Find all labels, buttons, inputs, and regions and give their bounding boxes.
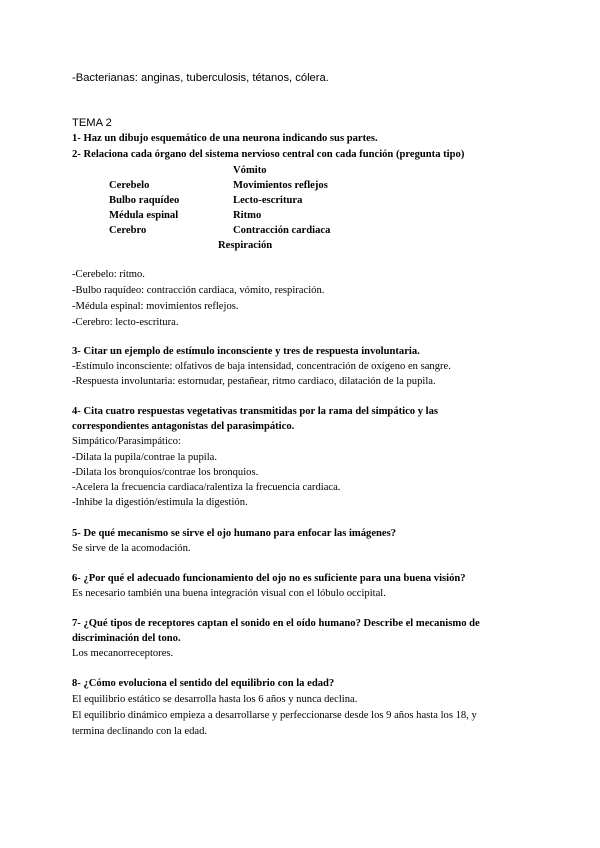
question-1: 1- Haz un dibujo esquemático de una neurona indicando sus partes. bbox=[72, 133, 378, 144]
match-organ: Cerebro bbox=[109, 225, 147, 236]
answer-3-line: -Estímulo inconsciente: olfativos de baja intensidad, concentración de oxígeno en sangre. bbox=[72, 361, 451, 372]
intro-line: -Bacterianas: anginas, tuberculosis, tétanos, cólera. bbox=[72, 72, 329, 84]
question-5: 5- De qué mecanismo se sirve el ojo humano para enfocar las imágenes? bbox=[72, 528, 397, 539]
match-organ: Cerebelo bbox=[109, 180, 150, 191]
answer-6: Es necesario también una buena integración visual con el lóbulo occipital. bbox=[72, 588, 386, 599]
answer-4-line: Simpático/Parasimpático: bbox=[72, 436, 181, 447]
section-title: TEMA 2 bbox=[72, 117, 112, 129]
answer-4-line: -Acelera la frecuencia cardiaca/ralentiza la frecuencia cardiaca. bbox=[72, 482, 341, 493]
answer-4-line: -Dilata los bronquios/contrae los bronquios. bbox=[72, 467, 259, 478]
match-organ: Médula espinal bbox=[109, 210, 179, 221]
question-8: 8- ¿Cómo evoluciona el sentido del equilibrio con la edad? bbox=[72, 678, 335, 689]
match-top-function: Vómito bbox=[233, 165, 267, 176]
answer-4-line: -Dilata la pupila/contrae la pupila. bbox=[72, 452, 218, 463]
answer-4-line: -Inhibe la digestión/estimula la digestión. bbox=[72, 497, 248, 508]
question-3: 3- Citar un ejemplo de estímulo inconsciente y tres de respuesta involuntaria. bbox=[72, 346, 420, 357]
question-4-line: correspondientes antagonistas del parasimpático. bbox=[72, 421, 295, 432]
answer-8-line: termina declinando con la edad. bbox=[72, 726, 208, 737]
answer-2-line: -Cerebelo: ritmo. bbox=[72, 269, 145, 280]
answer-3-line: -Respuesta involuntaria: estornudar, pestañear, ritmo cardiaco, dilatación de la pupila. bbox=[72, 376, 436, 387]
match-bottom-function: Respiración bbox=[218, 240, 273, 251]
answer-8-line: El equilibrio dinámico empieza a desarrollarse y perfeccionarse desde los 9 años hasta los 18, y bbox=[72, 710, 477, 721]
match-function: Contracción cardiaca bbox=[233, 225, 331, 236]
match-function: Ritmo bbox=[233, 210, 262, 221]
question-2: 2- Relaciona cada órgano del sistema nervioso central con cada función (pregunta tipo) bbox=[72, 149, 465, 160]
answer-8-line: El equilibrio estático se desarrolla hasta los 6 años y nunca declina. bbox=[72, 694, 358, 705]
match-function: Lecto-escritura bbox=[233, 195, 303, 206]
question-7-line: 7- ¿Qué tipos de receptores captan el sonido en el oído humano? Describe el mecanismo de bbox=[72, 618, 480, 629]
answer-2-line: -Médula espinal: movimientos reflejos. bbox=[72, 301, 239, 312]
question-6: 6- ¿Por qué el adecuado funcionamiento del ojo no es suficiente para una buena visión? bbox=[72, 573, 466, 584]
answer-5: Se sirve de la acomodación. bbox=[72, 543, 191, 554]
answer-2-line: -Bulbo raquídeo: contracción cardiaca, vómito, respiración. bbox=[72, 285, 325, 296]
match-function: Movimientos reflejos bbox=[233, 180, 328, 191]
answer-7: Los mecanorreceptores. bbox=[72, 648, 174, 659]
answer-2-line: -Cerebro: lecto-escritura. bbox=[72, 317, 179, 328]
match-organ: Bulbo raquídeo bbox=[109, 195, 180, 206]
question-4-line: 4- Cita cuatro respuestas vegetativas transmitidas por la rama del simpático y las bbox=[72, 406, 439, 417]
question-7-line: discriminación del tono. bbox=[72, 633, 181, 644]
